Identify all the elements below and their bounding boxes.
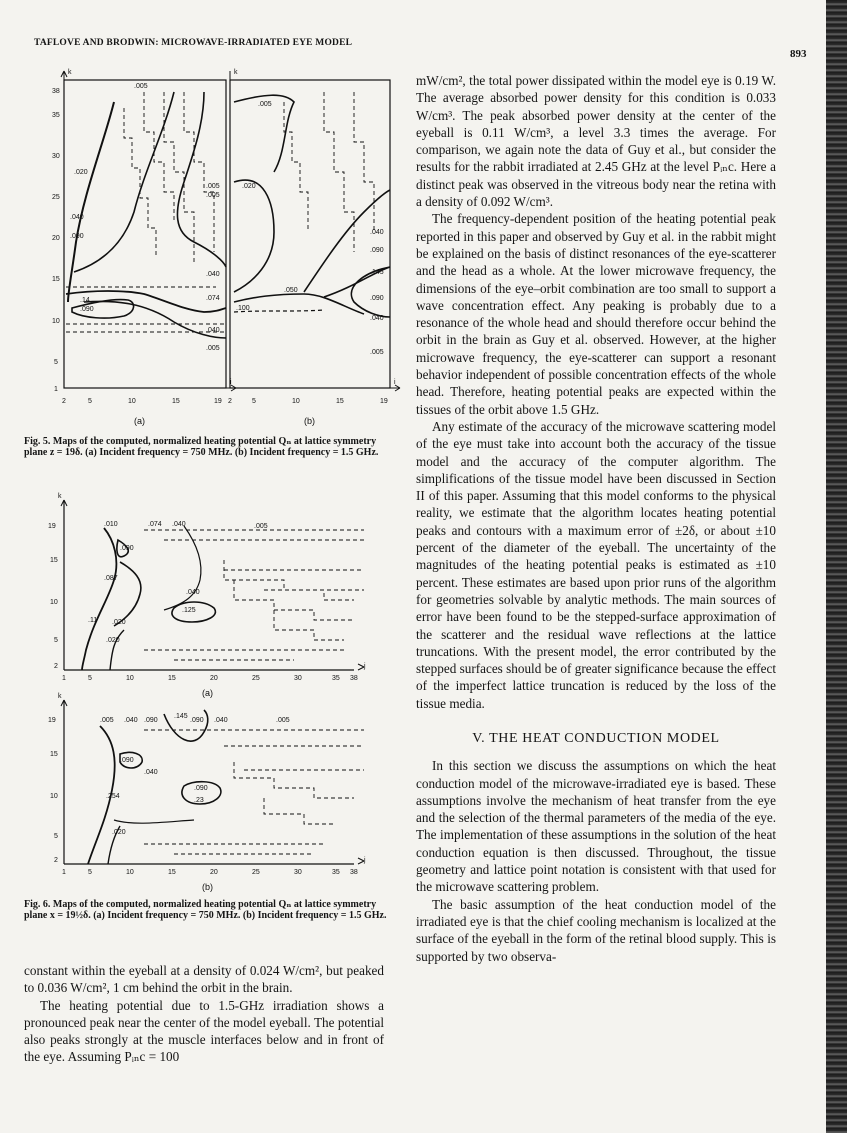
svg-text:.020: .020 — [242, 183, 256, 190]
figure-6b-y-axis-ticks — [48, 717, 58, 864]
svg-text:5: 5 — [54, 833, 58, 840]
svg-text:.040: .040 — [214, 717, 228, 724]
svg-text:.090: .090 — [144, 717, 158, 724]
svg-text:.090: .090 — [194, 785, 208, 792]
svg-text:2: 2 — [54, 857, 58, 864]
svg-text:2: 2 — [62, 398, 66, 405]
figure-6-caption-number: Fig. 6. — [24, 899, 51, 910]
figure-6-caption — [24, 899, 394, 921]
svg-text:.040: .040 — [144, 769, 158, 776]
svg-text:19: 19 — [48, 523, 56, 530]
right-paragraph-3: Any estimate of the accuracy of the microwave scattering model of the eye must take into account both the accuracy of the tissue model and the accuracy of the computer algorithm. The simplifications of the tissue model have been discussed in Section II of this paper. Assuming that this model conforms to the physical reality, we estimate that the algorithm locates heating potential peaks and contours with a maximum error of ±2δ, or about ±10 percent of the diameter of the eyeball. The uncertainty of the magnitudes of the heating potential peaks is estimated as ±10 percent. These estimates are based upon prior runs of the algorithm for geometries solvable by analytic methods. The main sources of error have been found to be the stepped-surface approximation of the scatterer and the residual wave reflections at the lattice truncations. With the present model, the error contributed by the stepped surfaces should be of greater significance because the effect of the imperfect lattice truncation is reduced by the loss of the tissue media. — [416, 418, 776, 711]
figure-5 — [24, 62, 404, 434]
figure-6b-axis-j: j — [364, 857, 366, 864]
figure-6a-label: (a) — [202, 688, 213, 698]
svg-text:.14: .14 — [80, 297, 90, 304]
svg-text:.005: .005 — [254, 523, 268, 530]
svg-text:38: 38 — [350, 869, 358, 876]
figure-6a-y-axis-ticks — [48, 523, 58, 670]
svg-text:.020: .020 — [112, 619, 126, 626]
svg-text:.040: .040 — [370, 315, 384, 322]
svg-text:10: 10 — [50, 599, 58, 606]
svg-text:5: 5 — [88, 398, 92, 405]
book-binding-edge — [826, 0, 847, 1133]
svg-text:.090: .090 — [80, 306, 94, 313]
svg-text:10: 10 — [128, 398, 136, 405]
svg-text:25: 25 — [252, 869, 260, 876]
svg-text:19: 19 — [214, 398, 222, 405]
figure-5a-x-axis-ticks — [62, 398, 222, 405]
figure-5-caption — [24, 436, 394, 458]
svg-text:1: 1 — [62, 869, 66, 876]
svg-text:.020: .020 — [106, 637, 120, 644]
svg-text:.090: .090 — [120, 545, 134, 552]
figure-5b-axis-i: i — [394, 379, 396, 386]
left-column-text — [24, 962, 384, 1066]
svg-text:.005: .005 — [206, 183, 220, 190]
svg-text:10: 10 — [126, 675, 134, 682]
left-paragraph-1: constant within the eyeball at a density of 0.024 W/cm², but peaked to 0.036 W/cm², 1 cm behind the orbit in the brain. — [24, 963, 384, 996]
figure-6b-x-axis-ticks — [62, 869, 358, 876]
svg-text:2: 2 — [228, 398, 232, 405]
figure-6a-axis-j: j — [364, 663, 366, 670]
figure-6a-x-axis-ticks — [62, 675, 358, 682]
svg-text:5: 5 — [252, 398, 256, 405]
svg-text:20: 20 — [210, 675, 218, 682]
svg-text:.090: .090 — [190, 717, 204, 724]
svg-text:15: 15 — [50, 557, 58, 564]
svg-text:19: 19 — [380, 398, 388, 405]
svg-text:.040: .040 — [206, 327, 220, 334]
svg-text:.005: .005 — [206, 192, 220, 199]
right-paragraph-5: The basic assumption of the heat conduction model of the irradiated eye is that the chief cooling mechanism is localized at the surface of the eyeball in the form of the retinal blood supply. This is supported by two observa- — [416, 896, 776, 964]
svg-text:.074: .074 — [148, 521, 162, 528]
svg-text:.020: .020 — [74, 169, 88, 176]
figure-6 — [24, 493, 404, 896]
svg-text:.100: .100 — [236, 305, 250, 312]
right-paragraph-1: mW/cm², the total power dissipated within the model eye is 0.19 W. The average absorbed power density for this condition is 0.033 W/cm³. The peak absorbed power density at the center of the eyeball is 0.11 W/cm³, a level 3.3 times the average. For comparison, we again note the data of Guy et al., but consider the results for the rabbit irradiated at 2.45 GHz at the level Pᵢₙc. Here a distinct peak was observed in the vitreous body near the retina with a density of 0.092 W/cm³. — [416, 73, 776, 210]
svg-text:5: 5 — [88, 869, 92, 876]
svg-text:.040: .040 — [172, 521, 186, 528]
svg-text:.040: .040 — [370, 229, 384, 236]
svg-text:.074: .074 — [206, 295, 220, 302]
svg-text:25: 25 — [52, 194, 60, 201]
svg-text:.090: .090 — [370, 247, 384, 254]
svg-text:.040: .040 — [70, 214, 84, 221]
right-paragraph-4: In this section we discuss the assumptions on which the heat conduction model of the microwave-irradiated eye is based. These assumptions involve the mechanism of heat transfer from the eye and the selection of the thermal parameters of the media of the eye. The implementation of these assumptions in the solution of the heat conduction equation is then discussed. Throughout, the tissue geometry and lattice point notation is consistent with that used for the microwave scattering problem. — [416, 758, 776, 895]
svg-text:.005: .005 — [134, 83, 148, 90]
figure-6b-panel — [61, 700, 364, 864]
figure-5b-axis-k: k — [234, 69, 238, 76]
svg-text:15: 15 — [336, 398, 344, 405]
svg-text:.23: .23 — [194, 797, 204, 804]
section-heading: V. THE HEAT CONDUCTION MODEL — [472, 730, 720, 746]
figure-6b-label: (b) — [202, 882, 213, 892]
svg-text:.254: .254 — [106, 793, 120, 800]
figure-5a-axis-i: i — [230, 379, 232, 386]
figure-6b-axis-k: k — [58, 693, 62, 700]
svg-text:5: 5 — [54, 359, 58, 366]
figure-5b-x-axis-ticks — [228, 398, 388, 405]
figure-6-caption-text: Maps of the computed, normalized heating potential Qₙ at lattice symmetry plane x = 19½δ. (a) Incident frequency = 750 MHz. (b) Incident frequency = 1.5 GHz. — [24, 899, 387, 921]
svg-text:25: 25 — [252, 675, 260, 682]
svg-text:15: 15 — [50, 751, 58, 758]
svg-text:15: 15 — [168, 675, 176, 682]
svg-text:35: 35 — [52, 112, 60, 119]
svg-text:30: 30 — [294, 869, 302, 876]
svg-text:10: 10 — [50, 793, 58, 800]
running-head: TAFLOVE AND BRODWIN: MICROWAVE-IRRADIATED EYE MODEL — [34, 38, 353, 48]
svg-text:.090: .090 — [70, 233, 84, 240]
svg-text:38: 38 — [52, 88, 60, 95]
figure-5-caption-number: Fig. 5. — [24, 436, 51, 447]
svg-text:.11: .11 — [88, 617, 98, 624]
svg-text:.020: .020 — [112, 829, 126, 836]
svg-text:19: 19 — [48, 717, 56, 724]
svg-text:15: 15 — [168, 869, 176, 876]
svg-text:1: 1 — [54, 386, 58, 393]
svg-text:.040: .040 — [206, 271, 220, 278]
svg-text:.005: .005 — [276, 717, 290, 724]
svg-text:.005: .005 — [370, 349, 384, 356]
svg-text:2: 2 — [54, 663, 58, 670]
svg-text:5: 5 — [54, 637, 58, 644]
svg-text:38: 38 — [350, 675, 358, 682]
page-number: 893 — [790, 48, 807, 60]
right-paragraph-2: The frequency-dependent position of the heating potential peak reported in this paper and observed by Guy et al. in the rabbit might be explained on the basis of distinct resonances of the eye-scatterer and the head as a whole. At the lower microwave frequency, the dimensions of the eye–orbit combination are too small to support a wave concentration effect. Any peaking is probably due to a resonance of the whole head and should therefore occur behind the orbit in the brain as Guy et al. observed. However, at the higher microwave frequency, the eye-scatterer can support a resonant behavior independent of possible concentration effects of the whole head. Therefore, heating potential peaks are expected within the tissues of the orbit above 1.5 GHz. — [416, 211, 776, 417]
svg-text:.010: .010 — [104, 521, 118, 528]
figure-5-caption-text: Maps of the computed, normalized heating potential Qₙ at lattice symmetry plane z = 19δ. (a) Incident frequency = 750 MHz. (b) Incident frequency = 1.5 GHz. — [24, 436, 379, 458]
svg-text:5: 5 — [88, 675, 92, 682]
svg-text:.090: .090 — [370, 295, 384, 302]
svg-text:10: 10 — [292, 398, 300, 405]
svg-text:.145: .145 — [370, 269, 384, 276]
svg-text:.040: .040 — [186, 589, 200, 596]
figure-5b-contour-labels — [206, 101, 384, 356]
figure-6a-axis-k: k — [58, 493, 62, 500]
figure-5b-label: (b) — [304, 416, 315, 426]
svg-text:1: 1 — [62, 675, 66, 682]
svg-text:.005: .005 — [206, 345, 220, 352]
svg-text:10: 10 — [52, 318, 60, 325]
svg-text:.005: .005 — [100, 717, 114, 724]
svg-text:.087: .087 — [104, 575, 118, 582]
figure-6b-contour-labels — [100, 713, 290, 836]
right-column-text — [416, 72, 776, 965]
svg-text:30: 30 — [294, 675, 302, 682]
svg-text:.040: .040 — [124, 717, 138, 724]
svg-text:.145: .145 — [174, 713, 188, 720]
figure-5a-axis-k: k — [68, 69, 72, 76]
svg-text:.090: .090 — [120, 757, 134, 764]
figure-5a-panel — [61, 71, 236, 391]
svg-text:35: 35 — [332, 869, 340, 876]
svg-text:15: 15 — [172, 398, 180, 405]
svg-text:20: 20 — [52, 235, 60, 242]
svg-text:.005: .005 — [258, 101, 272, 108]
left-paragraph-2: The heating potential due to 1.5-GHz irradiation shows a pronounced peak near the center of the model eyeball. The potential also peaks strongly at the muscle interfaces below and in front of the eye. Assuming Pᵢₙc = 100 — [24, 997, 384, 1065]
svg-text:20: 20 — [210, 869, 218, 876]
svg-text:.050: .050 — [284, 287, 298, 294]
svg-text:35: 35 — [332, 675, 340, 682]
svg-text:30: 30 — [52, 153, 60, 160]
figure-5a-y-axis-ticks — [52, 88, 60, 393]
svg-text:15: 15 — [52, 276, 60, 283]
svg-text:10: 10 — [126, 869, 134, 876]
svg-text:.125: .125 — [182, 607, 196, 614]
figure-6a-contour-labels — [88, 521, 268, 644]
figure-5a-label: (a) — [134, 416, 145, 426]
